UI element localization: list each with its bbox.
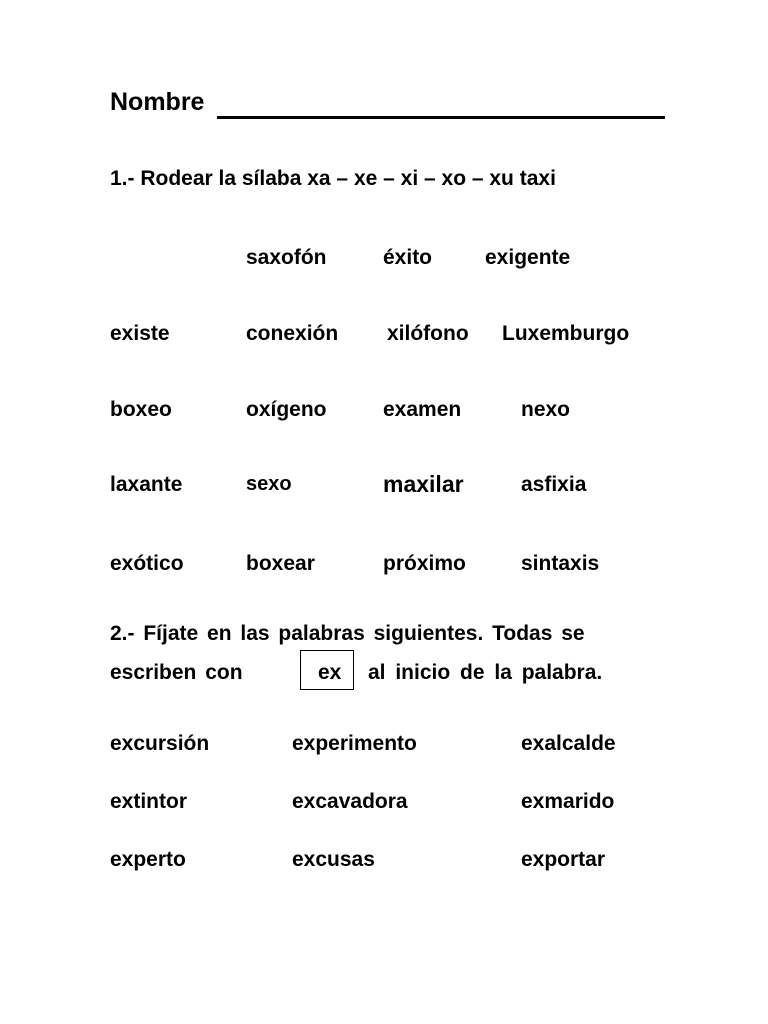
word-examen: examen [383, 398, 462, 421]
word-boxeo: boxeo [110, 398, 172, 421]
word-proximo: próximo [383, 552, 466, 575]
word-exalcalde: exalcalde [521, 732, 616, 755]
word-luxemburgo: Luxemburgo [502, 322, 630, 345]
word-excursion: excursión [110, 732, 210, 755]
word-laxante: laxante [110, 473, 183, 496]
word-exito: éxito [383, 246, 433, 269]
word-conexion: conexión [246, 322, 339, 345]
name-blank-line[interactable] [217, 116, 665, 119]
word-exotico: exótico [110, 552, 184, 575]
word-asfixia: asfixia [521, 473, 587, 496]
word-experto: experto [110, 848, 186, 871]
word-xilofono: xilófono [387, 322, 469, 345]
word-existe: existe [110, 322, 170, 345]
word-exigente: exigente [485, 246, 571, 269]
word-sexo: sexo [246, 473, 292, 495]
word-excavadora: excavadora [292, 790, 408, 813]
section2-instruction-line2-end: al inicio de la palabra. [368, 661, 603, 684]
word-boxear: boxear [246, 552, 315, 575]
word-exmarido: exmarido [521, 790, 615, 813]
word-saxofon: saxofón [246, 246, 327, 269]
word-experimento: experimento [292, 732, 417, 755]
word-nexo: nexo [521, 398, 571, 421]
section2-instruction-line1: 2.- Fíjate en las palabras siguientes. Todas se [110, 622, 585, 645]
word-extintor: extintor [110, 790, 188, 813]
word-exportar: exportar [521, 848, 606, 871]
name-label: Nombre [110, 88, 205, 116]
section2-instruction-line2-start: escriben con [110, 661, 243, 684]
ex-boxed-text: ex [318, 661, 342, 684]
section1-instruction: 1.- Rodear la sílaba xa – xe – xi – xo – xu taxi [110, 167, 556, 190]
word-maxilar: maxilar [383, 471, 464, 497]
word-sintaxis: sintaxis [521, 552, 600, 575]
word-excusas: excusas [292, 848, 375, 871]
word-oxigeno: oxígeno [246, 398, 327, 421]
